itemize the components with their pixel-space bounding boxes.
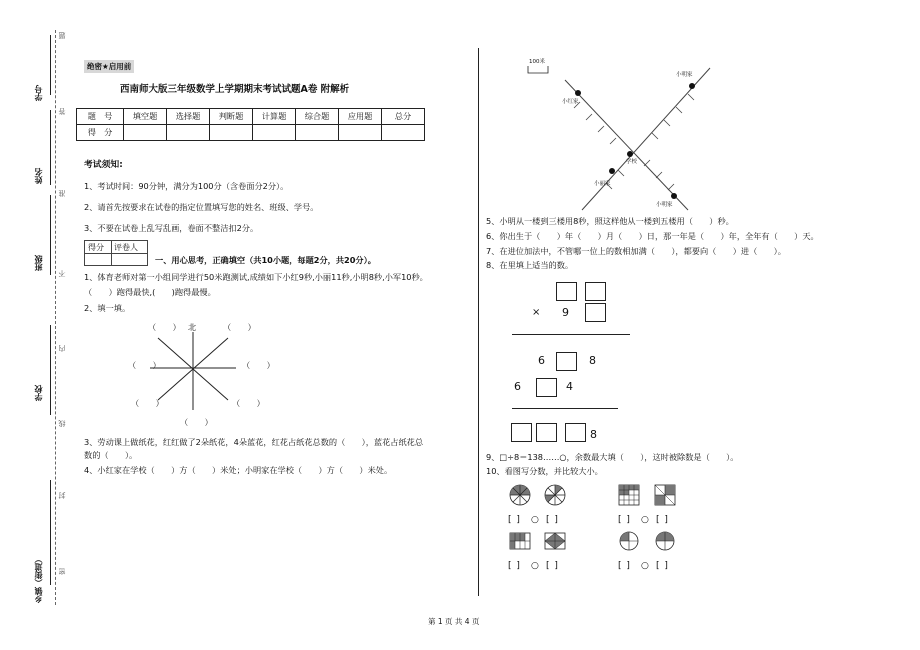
compare-circle[interactable]: ○ bbox=[531, 515, 539, 525]
seal-char: 不 bbox=[58, 270, 66, 277]
compare-circle[interactable]: ○ bbox=[641, 561, 649, 571]
question-5: 5、小明从一楼到三楼用8秒，照这样他从一楼到五楼用（ ）秒。 bbox=[486, 216, 734, 226]
map-label-xiaoming-2: 小明家 bbox=[656, 202, 673, 208]
answer-box[interactable] bbox=[556, 352, 577, 371]
table-cell: 计算题 bbox=[253, 109, 296, 125]
answer-box[interactable] bbox=[585, 282, 606, 301]
question-6: 6、你出生于（ ）年（ ）月（ ）日，那一年是（ ）年，全年有（ ）天。 bbox=[486, 231, 819, 241]
question-1-blanks: （ ）跑得最快,( )跑得最慢。 bbox=[84, 287, 216, 297]
column-divider bbox=[478, 48, 479, 596]
fraction-blank[interactable]: [ ] bbox=[546, 515, 559, 525]
grader-score-label: 得分 bbox=[88, 243, 104, 252]
secret-label: 绝密★启用前 bbox=[84, 60, 134, 73]
fraction-blank[interactable]: [ ] bbox=[508, 561, 521, 571]
school-line bbox=[50, 325, 51, 415]
student-id-line bbox=[50, 35, 51, 95]
fraction-blank[interactable]: [ ] bbox=[656, 515, 669, 525]
question-2: 2、填一填。 bbox=[84, 303, 131, 313]
fraction-blank[interactable]: [ ] bbox=[508, 515, 521, 525]
seal-char: 内 bbox=[58, 345, 66, 352]
notice-heading: 考试须知: bbox=[84, 160, 123, 170]
compass-blank[interactable]: （ ） bbox=[223, 322, 256, 332]
question-9: 9、□÷8＝138……○，余数最大填（ ），这时被除数是（ ）。 bbox=[486, 452, 739, 462]
class-line bbox=[50, 195, 51, 275]
section1-heading: 一、用心思考，正确填空（共10小题，每题2分，共20分）。 bbox=[155, 255, 376, 265]
answer-box[interactable] bbox=[585, 303, 606, 322]
answer-box[interactable] bbox=[565, 423, 586, 442]
table-cell: 应用题 bbox=[339, 109, 382, 125]
question-8: 8、在里填上适当的数。 bbox=[486, 260, 574, 270]
notice-item: 2、请首先按要求在试卷的指定位置填写您的姓名、班级、学号。 bbox=[84, 202, 319, 212]
name-label: 姓名 bbox=[34, 168, 43, 184]
seal-char: 题 bbox=[58, 32, 66, 39]
score-cell[interactable] bbox=[124, 125, 167, 141]
digit: 9 bbox=[562, 306, 569, 319]
school-label: 学校 bbox=[34, 385, 43, 401]
map-label-xiaoming: 小明家 bbox=[676, 72, 693, 78]
table-cell: 总分 bbox=[382, 109, 425, 125]
page-number: 第 1 页 共 4 页 bbox=[428, 617, 480, 626]
question-3: 3、劳动课上做纸花，红红做了2朵纸花，4朵蓝花，红花占纸花总数的（ ），蓝花占纸花总 bbox=[84, 437, 424, 447]
table-row bbox=[77, 125, 425, 141]
compass-blank[interactable]: （ ） bbox=[148, 322, 181, 332]
compare-circle[interactable]: ○ bbox=[531, 561, 539, 571]
question-3-cont: 数的（ ）。 bbox=[84, 450, 138, 460]
table-cell: 题 号 bbox=[77, 109, 124, 125]
fraction-figures-row-2 bbox=[505, 530, 685, 560]
score-cell[interactable] bbox=[339, 125, 382, 141]
fraction-blank[interactable]: [ ] bbox=[618, 515, 631, 525]
fraction-blank[interactable]: [ ] bbox=[618, 561, 631, 571]
direction-map bbox=[520, 60, 730, 218]
answer-box[interactable] bbox=[536, 378, 557, 397]
town-label: 乡镇（街道） bbox=[34, 555, 43, 603]
digit: 8 bbox=[590, 428, 597, 441]
question-10: 10、看图写分数，并比较大小。 bbox=[486, 466, 603, 476]
name-line bbox=[50, 110, 51, 185]
compass-blank[interactable]: （ ） bbox=[242, 360, 275, 370]
table-cell: 综合题 bbox=[296, 109, 339, 125]
compass-north: 北 bbox=[188, 322, 197, 332]
map-label-xiaohong: 小红家 bbox=[562, 99, 579, 105]
answer-box[interactable] bbox=[556, 282, 577, 301]
question-4: 4、小红家在学校（ ）方（ ）米处；小明家在学校（ ）方（ ）米处。 bbox=[84, 465, 393, 475]
rule bbox=[512, 334, 630, 335]
rule bbox=[512, 408, 618, 409]
student-id-label: 学号 bbox=[34, 85, 43, 101]
grader-box bbox=[84, 240, 148, 266]
notice-item: 3、不要在试卷上乱写乱画，卷面不整洁扣2分。 bbox=[84, 223, 259, 233]
times-sign: × bbox=[532, 307, 541, 318]
table-row bbox=[77, 109, 425, 125]
seal-char: 线 bbox=[58, 420, 66, 427]
score-cell[interactable] bbox=[253, 125, 296, 141]
score-cell[interactable] bbox=[296, 125, 339, 141]
digit: 4 bbox=[566, 380, 573, 393]
table-cell: 填空题 bbox=[124, 109, 167, 125]
seal-line bbox=[55, 30, 56, 605]
score-cell[interactable] bbox=[167, 125, 210, 141]
score-cell[interactable] bbox=[210, 125, 253, 141]
table-cell: 判断题 bbox=[210, 109, 253, 125]
score-cell[interactable] bbox=[382, 125, 425, 141]
digit: 6 bbox=[514, 380, 521, 393]
seal-char: 封 bbox=[58, 492, 66, 499]
answer-box[interactable] bbox=[511, 423, 532, 442]
question-7: 7、在进位加法中，不管哪一位上的数相加满（ ），都要向（ ）进（ ）。 bbox=[486, 246, 786, 256]
map-scale: 100米 bbox=[529, 59, 545, 65]
digit: 6 bbox=[538, 354, 545, 367]
seal-char: 密 bbox=[58, 568, 66, 575]
compass-blank[interactable]: （ ） bbox=[180, 417, 213, 427]
question-1: 1、体育老师对第一小组同学进行50米跑测试,成绩如下小红9秒,小丽11秒,小明8秒,小军10秒。 bbox=[84, 272, 428, 282]
digit: 8 bbox=[589, 354, 596, 367]
seal-char: 答 bbox=[58, 108, 66, 115]
compare-circle[interactable]: ○ bbox=[641, 515, 649, 525]
grader-label: 评卷人 bbox=[114, 243, 138, 252]
compass-blank[interactable]: （ ） bbox=[131, 398, 164, 408]
table-cell: 选择题 bbox=[167, 109, 210, 125]
answer-box[interactable] bbox=[536, 423, 557, 442]
fraction-blank[interactable]: [ ] bbox=[656, 561, 669, 571]
compass-figure bbox=[120, 318, 280, 430]
score-table bbox=[76, 108, 425, 141]
class-label: 班级 bbox=[34, 255, 43, 271]
notice-item: 1、考试时间：90分钟，满分为100分（含卷面分2分）。 bbox=[84, 181, 289, 191]
compass-blank[interactable]: （ ） bbox=[232, 398, 265, 408]
map-label-school: 学校 bbox=[626, 159, 638, 165]
map-label-xiaoli: 小丽家 bbox=[594, 181, 611, 187]
table-cell: 得 分 bbox=[77, 125, 124, 141]
seal-char: 准 bbox=[58, 190, 66, 197]
compass-blank[interactable]: （ ） bbox=[128, 360, 161, 370]
town-line bbox=[50, 480, 51, 585]
fraction-blank[interactable]: [ ] bbox=[546, 561, 559, 571]
page-title: 西南师大版三年级数学上学期期末考试试题A卷 附解析 bbox=[120, 84, 350, 95]
